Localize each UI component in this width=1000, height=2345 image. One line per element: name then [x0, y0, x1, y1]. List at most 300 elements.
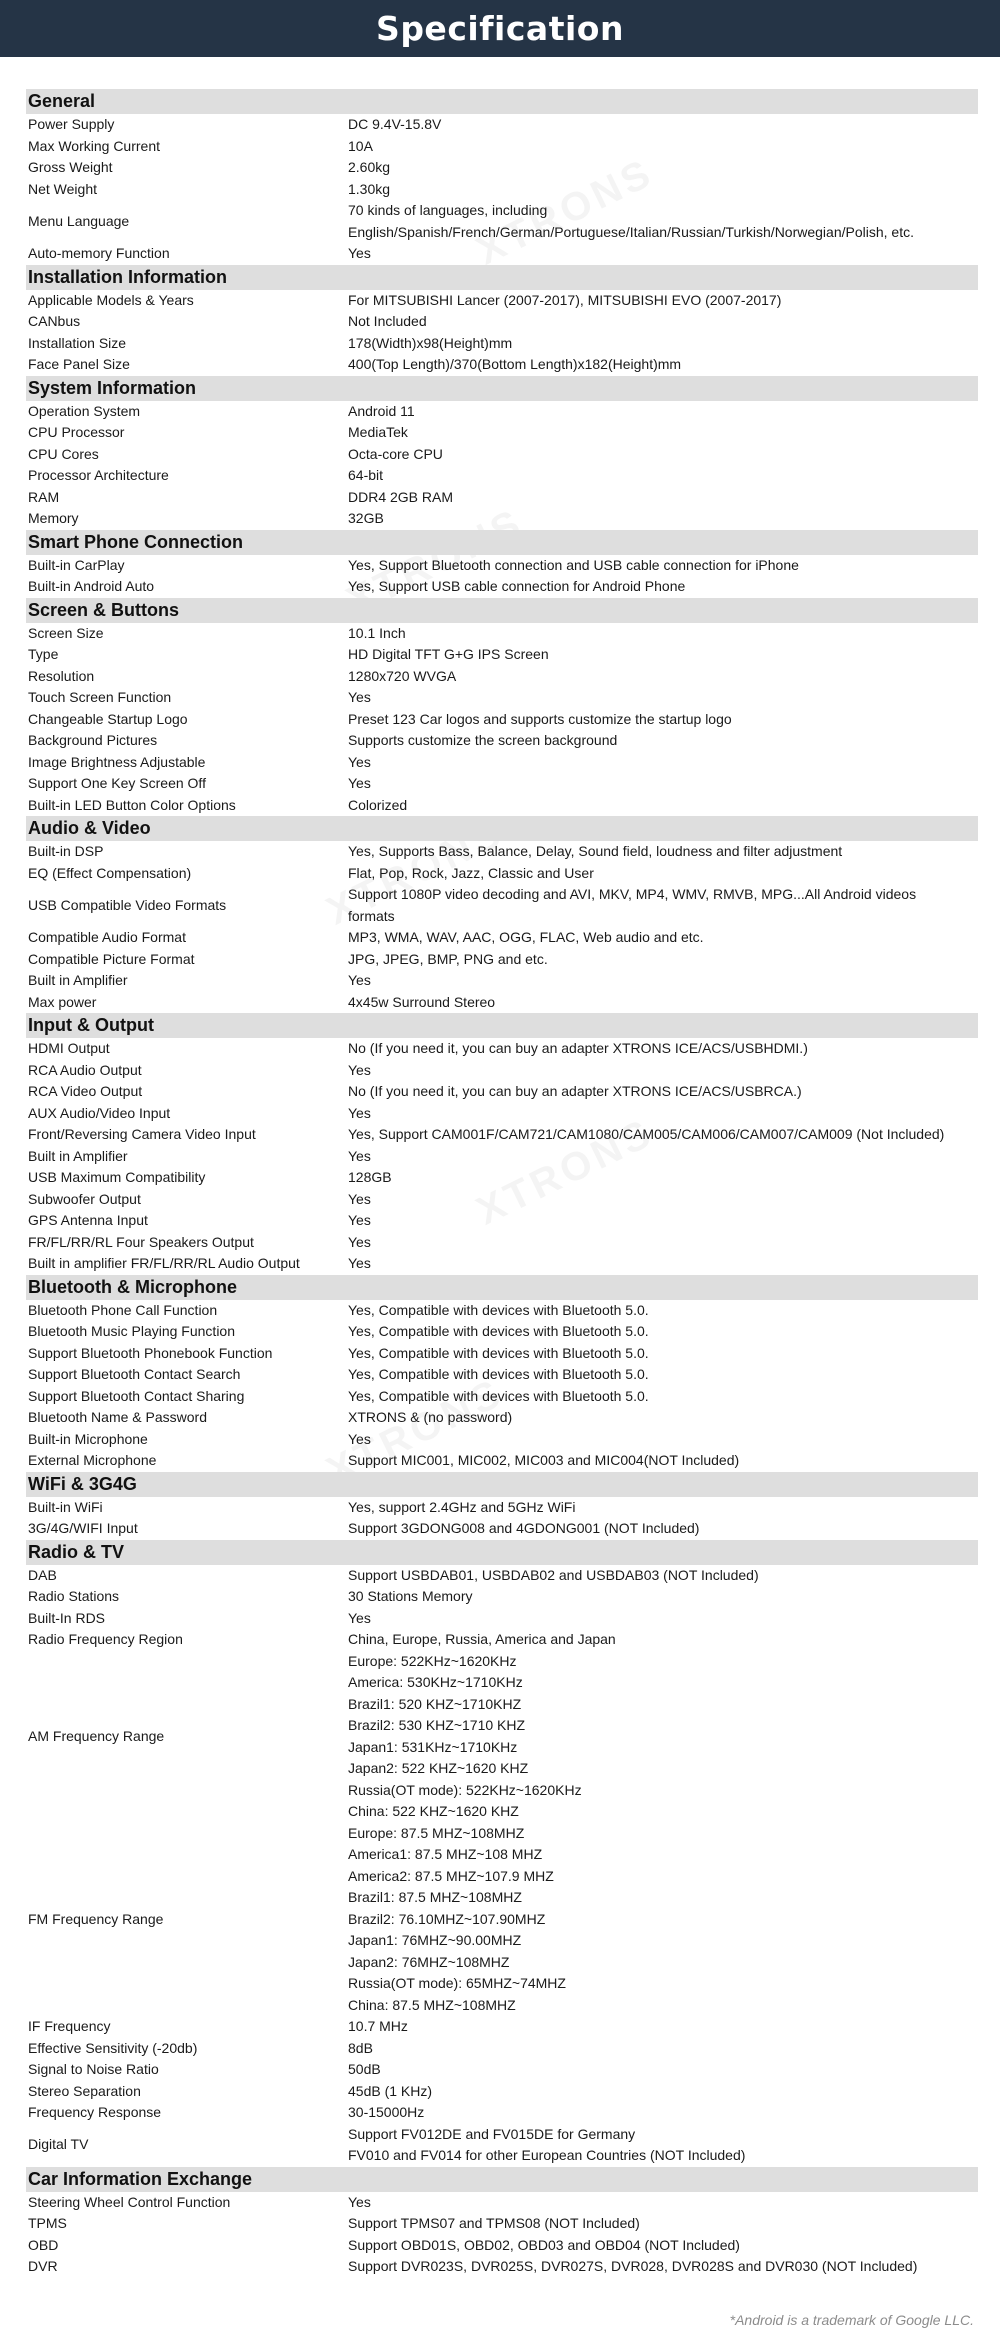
spec-value-line: Support MIC001, MIC002, MIC003 and MIC004(NOT Included) [348, 1452, 740, 1468]
spec-value [348, 2192, 978, 2214]
spec-value [348, 487, 978, 509]
spec-row [26, 730, 978, 752]
spec-value-line: Not Included [348, 313, 427, 329]
spec-value-line: Yes [348, 753, 371, 770]
spec-label: Built in amplifier FR/FL/RR/RL Audio Output [28, 1255, 300, 1271]
section-installation-information [26, 265, 978, 376]
spec-value [348, 2124, 978, 2167]
spec-value-line: 10A [348, 137, 373, 154]
spec-row [26, 422, 978, 444]
section-system-information [26, 376, 978, 530]
spec-label: Front/Reversing Camera Video Input [28, 1126, 256, 1142]
spec-value [348, 1146, 978, 1168]
spec-value-line: Yes [348, 1430, 371, 1447]
spec-value-line: Japan1: 531KHz~1710KHz [348, 1738, 518, 1755]
spec-label: AM Frequency Range [28, 1727, 165, 1744]
spec-row [26, 709, 978, 731]
spec-value-line: HD Digital TFT G+G IPS Screen [348, 646, 549, 662]
spec-label: Radio Stations [28, 1588, 120, 1604]
spec-value-line: XTRONS & (no password) [348, 1409, 513, 1425]
spec-value-line: 10.7 MHz [348, 2018, 408, 2034]
spec-row [26, 465, 978, 487]
spec-label: Built-in Android Auto [28, 578, 155, 594]
spec-value [348, 1060, 978, 1082]
spec-value-line: Yes, Compatible with devices with Bluetooth 5.0. [348, 1387, 649, 1404]
spec-value-line: Support TPMS07 and TPMS08 (NOT Included) [348, 2215, 640, 2231]
spec-row [26, 2256, 978, 2278]
spec-label: Subwoofer Output [28, 1190, 141, 1207]
spec-value-line: For MITSUBISHI Lancer (2007-2017), MITSUBISHI EVO (2007-2017) [348, 291, 782, 308]
spec-value-line: Yes [348, 245, 371, 261]
spec-label: Auto-memory Function [28, 245, 170, 261]
spec-value [348, 1300, 978, 1322]
spec-row [26, 2213, 978, 2235]
spec-label: Support Bluetooth Contact Search [28, 1366, 241, 1382]
spec-value-line: America2: 87.5 MHZ~107.9 MHZ [348, 1867, 554, 1884]
spec-row [26, 2016, 978, 2038]
spec-label: AUX Audio/Video Input [28, 1104, 171, 1121]
spec-value-line: America1: 87.5 MHZ~108 MHZ [348, 1846, 543, 1862]
spec-value [348, 311, 978, 333]
spec-value [348, 555, 978, 577]
spec-label: Built-in LED Button Color Options [28, 796, 236, 813]
spec-value [348, 1124, 978, 1146]
spec-label: Support Bluetooth Phonebook Function [28, 1344, 273, 1361]
spec-row [26, 1124, 978, 1146]
section-title: Radio & TV [26, 1540, 978, 1565]
section-title: System Information [26, 376, 978, 401]
spec-label: Steering Wheel Control Function [28, 2193, 231, 2210]
spec-row [26, 2038, 978, 2060]
spec-label: Built-in Microphone [28, 1430, 148, 1447]
page-title: Specification [376, 9, 624, 48]
specification-table [26, 89, 978, 2278]
spec-value-line: No (If you need it, you can buy an adapter XTRONS ICE/ACS/USBHDMI.) [348, 1040, 808, 1056]
spec-value [348, 1167, 978, 1189]
spec-value-line: 1.30kg [348, 180, 391, 197]
spec-value [348, 1232, 978, 1254]
spec-value [348, 333, 978, 355]
spec-row [26, 1253, 978, 1275]
spec-row [26, 1210, 978, 1232]
spec-value-line: Yes, Compatible with devices with Bluetooth 5.0. [348, 1344, 649, 1361]
spec-row [26, 1364, 978, 1386]
spec-value-line: Support FV012DE and FV015DE for Germany [348, 2125, 636, 2142]
spec-value [348, 401, 978, 423]
spec-value-line: DC 9.4V-15.8V [348, 116, 442, 132]
section-title: Installation Information [26, 265, 978, 290]
spec-row [26, 773, 978, 795]
spec-value [348, 114, 978, 136]
spec-row [26, 1823, 978, 2017]
spec-label: Applicable Models & Years [28, 291, 194, 308]
spec-label: Built-in CarPlay [28, 556, 125, 573]
spec-value-line: Yes [348, 1255, 371, 1271]
spec-value-line: Brazil1: 520 KHZ~1710KHZ [348, 1695, 522, 1712]
spec-row [26, 1300, 978, 1322]
spec-label: Resolution [28, 667, 95, 684]
spec-value [348, 1103, 978, 1125]
spec-value [348, 1651, 978, 1823]
spec-value [348, 1565, 978, 1587]
section-input-and-output [26, 1013, 978, 1275]
spec-value-line: Yes [348, 1212, 371, 1228]
spec-label: Screen Size [28, 624, 104, 641]
spec-label: Built-in DSP [28, 843, 104, 859]
section-title: Input & Output [26, 1013, 978, 1038]
spec-row [26, 333, 978, 355]
spec-label: Background Pictures [28, 732, 158, 748]
spec-value-line: Yes [348, 1147, 371, 1164]
spec-value-line: Yes, Support USB cable connection for Android Phone [348, 578, 686, 594]
spec-row [26, 1586, 978, 1608]
section-bluetooth-and-microphone [26, 1275, 978, 1472]
spec-value-line: Yes [348, 1233, 371, 1250]
spec-label: Power Supply [28, 116, 115, 132]
spec-value [348, 179, 978, 201]
spec-value [348, 1210, 978, 1232]
spec-value-line: MP3, WMA, WAV, AAC, OGG, FLAC, Web audio and etc. [348, 929, 704, 945]
spec-value [348, 644, 978, 666]
spec-row [26, 508, 978, 530]
section-wifi-and-3g4g [26, 1472, 978, 1540]
spec-value-line: Japan1: 76MHZ~90.00MHZ [348, 1932, 522, 1948]
spec-value [348, 1386, 978, 1408]
spec-value-line: Android 11 [348, 402, 415, 419]
spec-label: Compatible Picture Format [28, 950, 195, 967]
spec-row [26, 311, 978, 333]
spec-row [26, 863, 978, 885]
spec-value-line: 70 kinds of languages, including [348, 202, 548, 218]
spec-row [26, 1518, 978, 1540]
spec-row [26, 1386, 978, 1408]
spec-label: TPMS [28, 2215, 67, 2231]
spec-value-line: Yes [348, 1190, 371, 1207]
spec-value-line: Yes [348, 1609, 371, 1626]
spec-value-line: 30-15000Hz [348, 2104, 425, 2120]
spec-value-line: MediaTek [348, 424, 408, 440]
spec-label: Face Panel Size [28, 356, 130, 372]
spec-label: Signal to Noise Ratio [28, 2061, 159, 2077]
spec-row [26, 841, 978, 863]
spec-value [348, 1629, 978, 1651]
spec-row [26, 644, 978, 666]
spec-value-line: Octa-core CPU [348, 445, 443, 462]
spec-label: Bluetooth Phone Call Function [28, 1301, 218, 1318]
spec-value [348, 354, 978, 376]
spec-value-line: Brazil1: 87.5 MHZ~108MHZ [348, 1889, 522, 1905]
spec-value-line: Yes [348, 2193, 371, 2210]
spec-value-line: Yes [348, 972, 371, 988]
spec-label: Installation Size [28, 334, 127, 351]
spec-row [26, 1497, 978, 1519]
spec-label: Processor Architecture [28, 467, 169, 483]
section-title: WiFi & 3G4G [26, 1472, 978, 1497]
section-audio-and-video [26, 816, 978, 1013]
spec-label: Menu Language [28, 212, 130, 229]
spec-value [348, 2256, 978, 2278]
spec-value [348, 687, 978, 709]
spec-row [26, 157, 978, 179]
spec-value-line: America: 530KHz~1710KHz [348, 1674, 523, 1690]
spec-row [26, 1450, 978, 1472]
spec-value [348, 1450, 978, 1472]
spec-value [348, 465, 978, 487]
spec-label: Image Brightness Adjustable [28, 753, 206, 770]
spec-value [348, 200, 978, 243]
spec-row [26, 555, 978, 577]
spec-value [348, 2016, 978, 2038]
spec-value-line: 4x45w Surround Stereo [348, 993, 496, 1010]
spec-label: FM Frequency Range [28, 1910, 164, 1927]
spec-label: FR/FL/RR/RL Four Speakers Output [28, 1233, 254, 1250]
spec-row [26, 1146, 978, 1168]
spec-value [348, 1081, 978, 1103]
spec-value-line: Japan2: 522 KHZ~1620 KHZ [348, 1760, 529, 1776]
spec-value-line: Support 3GDONG008 and 4GDONG001 (NOT Included) [348, 1520, 700, 1536]
spec-value [348, 992, 978, 1014]
section-title: General [26, 89, 978, 114]
spec-row [26, 1321, 978, 1343]
spec-value-line: 1280x720 WVGA [348, 667, 457, 684]
spec-value-line: Japan2: 76MHZ~108MHZ [348, 1953, 510, 1970]
spec-label: Operation System [28, 402, 141, 419]
spec-value-line: 10.1 Inch [348, 624, 406, 641]
spec-value [348, 2038, 978, 2060]
spec-label: Memory [28, 510, 79, 526]
spec-row [26, 1429, 978, 1451]
spec-label: Type [28, 646, 59, 662]
spec-value-line: 8dB [348, 2039, 373, 2056]
spec-value-line: Yes [348, 1104, 371, 1121]
spec-value-line: FV010 and FV014 for other European Countries (NOT Included) [348, 2147, 746, 2163]
spec-value-line: Yes, Supports Bass, Balance, Delay, Sound field, loudness and filter adjustment [348, 843, 843, 859]
spec-value [348, 1429, 978, 1451]
spec-label: Max power [28, 993, 97, 1010]
spec-label: Stereo Separation [28, 2082, 141, 2099]
spec-label: CANbus [28, 313, 81, 329]
spec-value [348, 444, 978, 466]
spec-value-line: Support DVR023S, DVR025S, DVR027S, DVR028, DVR028S and DVR030 (NOT Included) [348, 2258, 918, 2274]
spec-value-line: JPG, JPEG, BMP, PNG and etc. [348, 950, 548, 967]
spec-value-line: China: 87.5 MHZ~108MHZ [348, 1996, 516, 2013]
spec-value-line: Europe: 522KHz~1620KHz [348, 1652, 517, 1669]
spec-row [26, 1232, 978, 1254]
spec-value [348, 730, 978, 752]
spec-value [348, 2102, 978, 2124]
spec-value [348, 1823, 978, 2017]
spec-value [348, 927, 978, 949]
spec-value [348, 1253, 978, 1275]
spec-value [348, 841, 978, 863]
spec-label: USB Maximum Compatibility [28, 1169, 206, 1185]
spec-label: Support One Key Screen Off [28, 775, 206, 791]
spec-label: External Microphone [28, 1452, 157, 1468]
spec-value [348, 422, 978, 444]
spec-row [26, 666, 978, 688]
spec-value-line: Russia(OT mode): 65MHZ~74MHZ [348, 1975, 566, 1991]
spec-value-line: No (If you need it, you can buy an adapter XTRONS ICE/ACS/USBRCA.) [348, 1083, 802, 1099]
spec-row [26, 2192, 978, 2214]
spec-value-line: Preset 123 Car logos and supports customize the startup logo [348, 710, 732, 727]
spec-value [348, 949, 978, 971]
spec-value [348, 1407, 978, 1429]
spec-label: Built-in WiFi [28, 1498, 103, 1515]
spec-value-line: 45dB (1 KHz) [348, 2082, 433, 2099]
spec-value [348, 752, 978, 774]
spec-value-line: China: 522 KHZ~1620 KHZ [348, 1803, 519, 1819]
spec-value [348, 2235, 978, 2257]
spec-row [26, 687, 978, 709]
spec-label: Built in Amplifier [28, 972, 128, 988]
spec-label: HDMI Output [28, 1040, 110, 1056]
spec-label: Radio Frequency Region [28, 1631, 183, 1647]
spec-label: 3G/4G/WIFI Input [28, 1520, 138, 1536]
spec-value-line: Yes, Support Bluetooth connection and USB cable connection for iPhone [348, 556, 799, 573]
spec-label: Compatible Audio Format [28, 929, 186, 945]
spec-value [348, 243, 978, 265]
spec-label: Net Weight [28, 180, 97, 197]
spec-row [26, 2059, 978, 2081]
spec-row [26, 1081, 978, 1103]
spec-value-line: Support USBDAB01, USBDAB02 and USBDAB03 (NOT Included) [348, 1566, 759, 1583]
spec-value [348, 1608, 978, 1630]
trademark-note: *Android is a trademark of Google LLC. [729, 2312, 974, 2328]
section-title: Smart Phone Connection [26, 530, 978, 555]
spec-row [26, 1565, 978, 1587]
spec-value-line: Support 1080P video decoding and AVI, MKV, MP4, WMV, RMVB, MPG...All Android videos [348, 886, 917, 902]
spec-value [348, 884, 978, 927]
spec-label: USB Compatible Video Formats [28, 896, 227, 913]
spec-value-line: English/Spanish/French/German/Portuguese/Italian/Russian/Turkish/Norwegian/Polish, etc. [348, 223, 914, 240]
spec-value-line: Yes, support 2.4GHz and 5GHz WiFi [348, 1498, 576, 1515]
spec-label: Effective Sensitivity (-20db) [28, 2039, 198, 2056]
spec-value [348, 1497, 978, 1519]
spec-value-line: Supports customize the screen background [348, 732, 618, 748]
spec-value [348, 709, 978, 731]
spec-value-line: Yes [348, 775, 371, 791]
spec-value-line: Yes, Support CAM001F/CAM721/CAM1080/CAM005/CAM006/CAM007/CAM009 (Not Included) [348, 1126, 945, 1142]
spec-row [26, 1343, 978, 1365]
spec-value-line: Yes, Compatible with devices with Bluetooth 5.0. [348, 1301, 649, 1318]
spec-value [348, 863, 978, 885]
spec-row [26, 2102, 978, 2124]
section-title: Car Information Exchange [26, 2167, 978, 2192]
spec-value [348, 623, 978, 645]
spec-value-line: Yes [348, 689, 371, 705]
section-title: Bluetooth & Microphone [26, 1275, 978, 1300]
spec-row [26, 354, 978, 376]
spec-row [26, 114, 978, 136]
spec-value [348, 136, 978, 158]
spec-row [26, 1629, 978, 1651]
spec-value [348, 1189, 978, 1211]
spec-label: Support Bluetooth Contact Sharing [28, 1387, 245, 1404]
spec-row [26, 992, 978, 1014]
spec-label: CPU Processor [28, 424, 125, 440]
section-title: Audio & Video [26, 816, 978, 841]
spec-label: Frequency Response [28, 2104, 162, 2120]
spec-value [348, 795, 978, 817]
spec-value [348, 1364, 978, 1386]
spec-value [348, 773, 978, 795]
spec-value-line: formats [348, 907, 395, 924]
spec-row [26, 1407, 978, 1429]
spec-row [26, 970, 978, 992]
spec-row [26, 1651, 978, 1823]
spec-row [26, 1103, 978, 1125]
spec-value-line: 30 Stations Memory [348, 1588, 473, 1604]
spec-value [348, 290, 978, 312]
spec-value [348, 666, 978, 688]
spec-label: DAB [28, 1566, 57, 1583]
spec-value-line: Europe: 87.5 MHZ~108MHZ [348, 1824, 525, 1841]
page-header [0, 0, 1000, 57]
spec-row [26, 179, 978, 201]
spec-label: Bluetooth Name & Password [28, 1409, 207, 1425]
section-general [26, 89, 978, 265]
spec-value-line: Colorized [348, 796, 408, 813]
spec-value-line: Support OBD01S, OBD02, OBD03 and OBD04 (NOT Included) [348, 2236, 740, 2253]
spec-row [26, 401, 978, 423]
spec-row [26, 2124, 978, 2167]
spec-label: OBD [28, 2236, 59, 2253]
spec-value [348, 576, 978, 598]
spec-value-line: Brazil2: 530 KHZ~1710 KHZ [348, 1717, 526, 1733]
spec-row [26, 752, 978, 774]
spec-row [26, 136, 978, 158]
spec-label: GPS Antenna Input [28, 1212, 148, 1228]
spec-value [348, 1038, 978, 1060]
spec-value-line: 128GB [348, 1169, 392, 1185]
spec-row [26, 2081, 978, 2103]
spec-row [26, 795, 978, 817]
spec-row [26, 1608, 978, 1630]
spec-value [348, 2059, 978, 2081]
spec-label: Built in Amplifier [28, 1147, 128, 1164]
spec-value-line: 2.60kg [348, 159, 391, 175]
spec-value [348, 2213, 978, 2235]
spec-value-line: DDR4 2GB RAM [348, 488, 454, 505]
spec-value [348, 157, 978, 179]
spec-row [26, 949, 978, 971]
spec-label: RCA Video Output [28, 1083, 143, 1099]
spec-row [26, 243, 978, 265]
spec-label: Gross Weight [28, 159, 113, 175]
spec-row [26, 1038, 978, 1060]
section-title: Screen & Buttons [26, 598, 978, 623]
spec-row [26, 1060, 978, 1082]
spec-value [348, 970, 978, 992]
spec-value [348, 1518, 978, 1540]
spec-row [26, 927, 978, 949]
section-smart-phone-connection [26, 530, 978, 598]
spec-value-line: Yes [348, 1061, 371, 1078]
spec-label: IF Frequency [28, 2018, 111, 2034]
spec-value-line: 64-bit [348, 467, 384, 483]
section-radio-and-tv [26, 1540, 978, 2167]
spec-value-line: 50dB [348, 2061, 381, 2077]
spec-label: CPU Cores [28, 445, 99, 462]
spec-value-line: 400(Top Length)/370(Bottom Length)x182(Height)mm [348, 356, 682, 372]
spec-row [26, 623, 978, 645]
section-screen-and-buttons [26, 598, 978, 817]
spec-label: Digital TV [28, 2136, 89, 2153]
spec-value-line: 178(Width)x98(Height)mm [348, 334, 513, 351]
spec-row [26, 444, 978, 466]
spec-value-line: Brazil2: 76.10MHZ~107.90MHZ [348, 1910, 546, 1927]
spec-value-line: China, Europe, Russia, America and Japan [348, 1631, 616, 1647]
